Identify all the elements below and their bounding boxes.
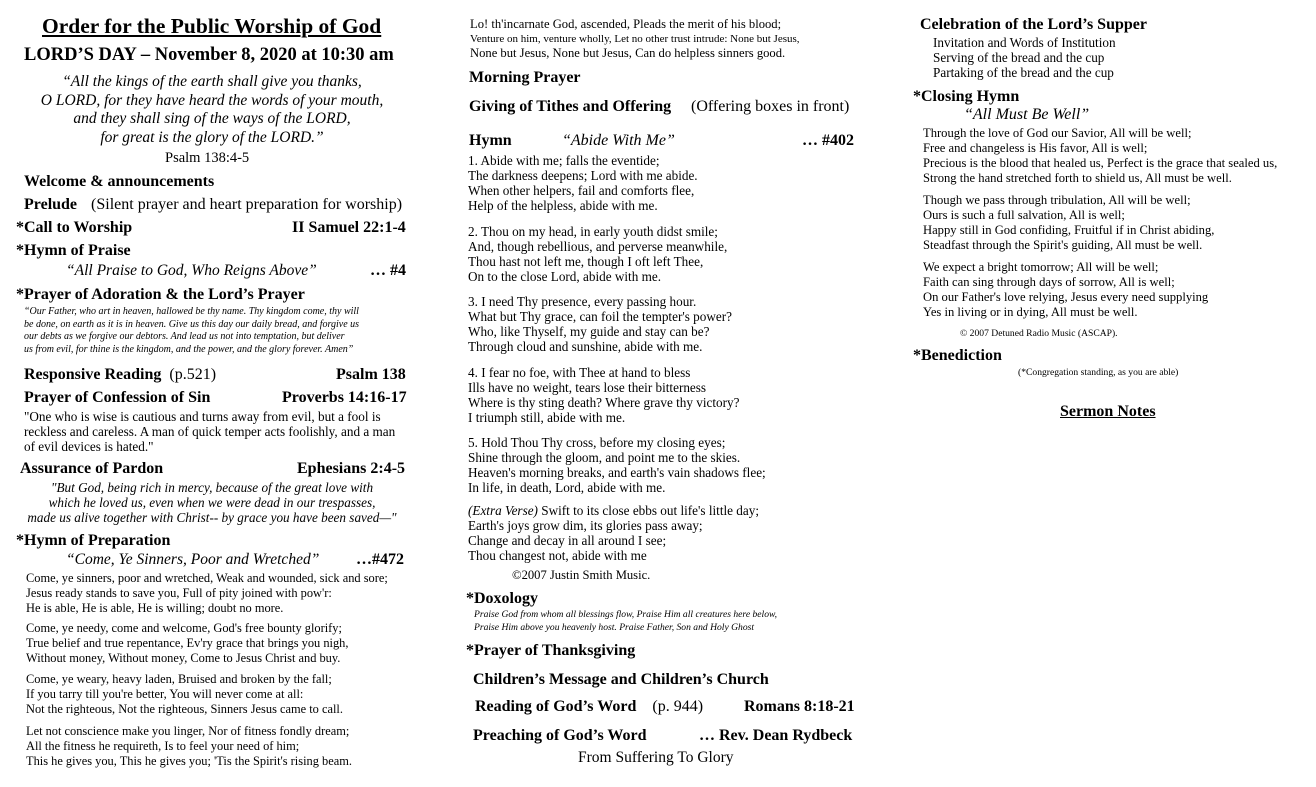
verse-line: True belief and true repentance, Ev'ry grace that brings you nigh, — [26, 636, 349, 650]
verse-line: Ills have no weight, tears lose their bitterness — [468, 380, 707, 395]
confession-line: reckless and careless. A man of quick temper acts foolishly, and a man — [24, 424, 396, 439]
verse-line: Not the righteous, Not the righteous, Sinners Jesus came to call. — [26, 702, 343, 716]
hymn-of-praise-heading: *Hymn of Praise — [16, 242, 131, 259]
morning-prayer-heading: Morning Prayer — [469, 69, 581, 86]
doxology-line: Praise God from whom all blessings flow, Praise Him all creatures here below, — [474, 609, 778, 620]
hymn-verse — [468, 153, 698, 213]
doxology-heading: *Doxology — [466, 590, 538, 607]
verse-line: 5. Hold Thou Thy cross, before my closing eyes; — [468, 435, 726, 450]
verse-line: Though we pass through tribulation, All will be well; — [923, 193, 1191, 207]
preacher-name: … Rev. Dean Rydbeck — [699, 727, 853, 744]
lords-prayer-line: our debts as we forgive our debtors. And lead us not into temptation, but deliver — [24, 331, 345, 342]
verse-line: He is able, He is able, He is willing; doubt no more. — [26, 601, 284, 615]
prelude-note: (Silent prayer and heart preparation for worship) — [91, 196, 403, 213]
assurance-text — [14, 480, 410, 525]
verse-line: Help of the helpless, abide with me. — [468, 198, 658, 213]
prayer-of-adoration-heading: *Prayer of Adoration & the Lord’s Prayer — [16, 286, 305, 303]
hymn-of-preparation-heading: *Hymn of Preparation — [16, 532, 171, 549]
verse-line: 4. I fear no foe, with Thee at hand to bless — [468, 365, 691, 380]
prelude-heading: Prelude — [24, 196, 78, 213]
verse-line: When other helpers, fail and comforts flee, — [468, 183, 695, 198]
reading-reference: Romans 8:18-21 — [744, 698, 855, 715]
reading-heading: Reading of God’s Word — [475, 698, 637, 715]
psalm-line: for great is the glory of the LORD.” — [100, 128, 324, 146]
confession-line: "One who is wise is cautious and turns away from evil, but a fool is — [24, 409, 381, 424]
lords-prayer-line: “Our Father, who art in heaven, hallowed be thy name. Thy kingdom come, thy will — [24, 306, 359, 317]
verse-line: All the fitness he requireth, Is to feel your need of him; — [26, 739, 300, 753]
closing-hymn-verse — [923, 260, 1208, 320]
responsive-reading-heading: Responsive Reading — [24, 366, 162, 383]
verse-line: Heaven's morning breaks, and earth's vain shadows flee; — [468, 465, 766, 480]
verse-line: Come, ye sinners, poor and wretched, Weak and wounded, sick and sore; — [26, 571, 388, 585]
hymn-of-preparation-verse — [26, 672, 343, 717]
extra-verse-label: (Extra Verse) — [468, 503, 538, 518]
tithes-note: (Offering boxes in front) — [691, 98, 850, 115]
lords-supper-heading: Celebration of the Lord’s Supper — [920, 16, 1147, 33]
verse-line: Through the love of God our Savior, All will be well; — [923, 126, 1192, 140]
verse-line: Where is thy sting death? Where grave thy victory? — [468, 395, 740, 410]
lords-supper-items — [933, 35, 1116, 80]
hymn-of-praise-title: “All Praise to God, Who Reigns Above” — [66, 262, 317, 279]
verse-line: Who, like Thyself, my guide and stay can be? — [468, 324, 710, 339]
hymn-of-preparation-title: “Come, Ye Sinners, Poor and Wretched” — [66, 551, 320, 568]
psalm-quote — [14, 73, 410, 147]
verse-line: The darkness deepens; Lord with me abide. — [468, 168, 698, 183]
psalm-line: O LORD, for they have heard the words of your mouth, — [40, 91, 384, 109]
verse-line: What but Thy grace, can foil the tempter's power? — [468, 309, 732, 324]
assurance-heading: Assurance of Pardon — [20, 460, 164, 477]
verse-line: Steadfast through the Spirit's guiding, All must be well. — [923, 238, 1203, 252]
psalm-line: “All the kings of the earth shall give you thanks, — [62, 73, 362, 90]
lords-supper-item: Invitation and Words of Institution — [933, 35, 1116, 50]
sermon-notes-heading: Sermon Notes — [1060, 403, 1156, 420]
prelude-row — [24, 196, 402, 214]
psalm-reference: Psalm 138:4-5 — [165, 150, 250, 166]
verse-line: I triumph still, abide with me. — [468, 410, 626, 425]
sermon-title: From Suffering To Glory — [578, 749, 734, 766]
confession-text — [24, 409, 395, 454]
hymn-copyright: ©2007 Justin Smith Music. — [512, 568, 651, 582]
verse-line: Precious is the blood that healed us, Perfect is the grace that sealed us, — [923, 156, 1278, 170]
confession-reference: Proverbs 14:16-17 — [282, 389, 407, 406]
tithes-heading: Giving of Tithes and Offering — [469, 98, 672, 115]
verse-line: Free and changeless is His favor, All is well; — [923, 141, 1148, 155]
assurance-line: made us alive together with Christ-- by grace you have been saved—" — [27, 510, 397, 525]
responsive-reading-reference: Psalm 138 — [336, 366, 406, 383]
verse-line: Come, ye weary, heavy laden, Bruised and broken by the fall; — [26, 672, 332, 686]
preaching-heading: Preaching of God’s Word — [473, 727, 647, 744]
hymn-verse — [468, 294, 732, 354]
hymn-of-preparation-verse — [26, 724, 352, 769]
verse-line: Without money, Without money, Come to Jesus Christ and buy. — [26, 651, 341, 665]
hymn-verse — [468, 365, 739, 425]
verse-line: Thou hast not left me, though I oft left Thee, — [468, 254, 704, 269]
assurance-line: "But God, being rich in mercy, because of the great love with — [50, 480, 374, 495]
verse-line: Shine through the gloom, and point me to the skies. — [468, 450, 741, 465]
hymn-of-praise-number: … #4 — [370, 262, 406, 279]
verse-line: On our Father's love relying, Jesus every need supplying — [923, 290, 1209, 304]
call-to-worship-reference: II Samuel 22:1-4 — [292, 219, 406, 236]
verse-line: And, though rebellious, and perverse meanwhile, — [468, 239, 728, 254]
hymn-extra-verse — [468, 503, 759, 563]
lords-supper-item: Serving of the bread and the cup — [933, 50, 1105, 65]
doxology-text — [474, 609, 777, 634]
verse-line: We expect a bright tomorrow; All will be well; — [923, 260, 1159, 274]
verse-line: Earth's joys grow dim, its glories pass away; — [468, 518, 703, 533]
assurance-reference: Ephesians 2:4-5 — [297, 460, 406, 477]
responsive-reading-page: (p.521) — [169, 366, 217, 383]
verse-line: 1. Abide with me; falls the eventide; — [468, 153, 660, 168]
welcome-heading: Welcome & announcements — [24, 173, 215, 190]
hymn-of-preparation-verse — [26, 571, 388, 616]
reading-row — [475, 698, 703, 716]
verse-line: On to the close Lord, abide with me. — [468, 269, 662, 284]
reading-page: (p. 944) — [652, 698, 704, 715]
verse-line: Venture on him, venture wholly, Let no other trust intrude: None but Jesus, — [470, 33, 800, 45]
lords-prayer-line: us from evil, for thine is the kingdom, and the power, and the glory forever. Amen” — [24, 343, 354, 355]
standing-note: (*Congregation standing, as you are able) — [1018, 367, 1179, 378]
verse-line: Jesus ready stands to save you, Full of pity joined with pow'r: — [26, 586, 332, 600]
closing-hymn-verse — [923, 126, 1277, 186]
confession-line: of evil devices is hated." — [24, 439, 154, 454]
verse-line: Ours is such a full salvation, All is well; — [923, 208, 1125, 222]
hymn-of-preparation-verse — [26, 621, 348, 666]
verse-line: Thou changest not, abide with me — [468, 548, 647, 563]
verse-line: Happy still in God confiding, Fruitful if in Christ abiding, — [923, 223, 1215, 237]
hymn-heading: Hymn — [469, 132, 512, 149]
hymn-continuation — [470, 17, 800, 61]
verse-line: In life, in death, Lord, abide with me. — [468, 480, 666, 495]
verse-line: Lo! th'incarnate God, ascended, Pleads the merit of his blood; — [470, 17, 782, 31]
prayer-of-thanksgiving-heading: *Prayer of Thanksgiving — [466, 642, 636, 659]
hymn-verse — [468, 435, 766, 495]
bulletin-title: Order for the Public Worship of God — [42, 14, 382, 38]
closing-hymn-heading: *Closing Hymn — [913, 88, 1020, 105]
verse-line: Let not conscience make you linger, Nor of fitness fondly dream; — [26, 724, 350, 738]
verse-line: None but Jesus, None but Jesus, Can do helpless sinners good. — [470, 46, 786, 60]
benediction-heading: *Benediction — [913, 347, 1002, 364]
verse-line — [468, 503, 759, 518]
closing-hymn-title: “All Must Be Well” — [964, 106, 1090, 123]
call-to-worship-heading: *Call to Worship — [16, 219, 133, 236]
verse-line: Faith can sing through days of sorrow, All is well; — [923, 275, 1175, 289]
verse-line: This he gives you, This he gives you; 'Tis the Spirit's rising beam. — [26, 754, 352, 768]
doxology-line: Praise Him above you heavenly host. Praise Father, Son and Holy Ghost — [474, 621, 755, 633]
verse-line: Yes in living or in dying, All must be well. — [923, 305, 1138, 319]
lords-prayer-text — [24, 306, 359, 356]
extra-verse-first-line: Swift to its close ebbs out life's little day; — [537, 503, 759, 518]
closing-hymn-copyright: © 2007 Detuned Radio Music (ASCAP). — [960, 328, 1118, 339]
hymn-verse — [468, 224, 727, 284]
verse-line: 3. I need Thy presence, every passing hour. — [468, 294, 697, 309]
service-date: LORD’S DAY – November 8, 2020 at 10:30 am — [24, 45, 394, 65]
verse-line: Change and decay in all around I see; — [468, 533, 667, 548]
childrens-message-heading: Children’s Message and Children’s Church — [473, 671, 769, 688]
responsive-reading-row — [24, 366, 216, 384]
verse-line: Come, ye needy, come and welcome, God's free bounty glorify; — [26, 621, 342, 635]
verse-line: Through cloud and sunshine, abide with me. — [468, 339, 703, 354]
lords-prayer-line: be done, on earth as it is in heaven. Give us this day our daily bread, and forgive us — [24, 318, 360, 330]
verse-line: Strong the hand stretched forth to shield us, All must be well. — [923, 171, 1232, 185]
closing-hymn-verse — [923, 193, 1214, 253]
hymn-number: … #402 — [802, 132, 854, 149]
verse-line: If you tarry till you're better, You will never come at all: — [26, 687, 304, 701]
assurance-line: which he loved us, even when we were dead in our trespasses, — [48, 495, 376, 510]
verse-line: 2. Thou on my head, in early youth didst smile; — [468, 224, 718, 239]
hymn-of-preparation-number: …#472 — [356, 551, 404, 568]
lords-supper-item: Partaking of the bread and the cup — [933, 65, 1114, 80]
hymn-title: “Abide With Me” — [562, 132, 675, 149]
confession-heading: Prayer of Confession of Sin — [24, 389, 211, 406]
psalm-line: and they shall sing of the ways of the LORD, — [73, 110, 351, 127]
